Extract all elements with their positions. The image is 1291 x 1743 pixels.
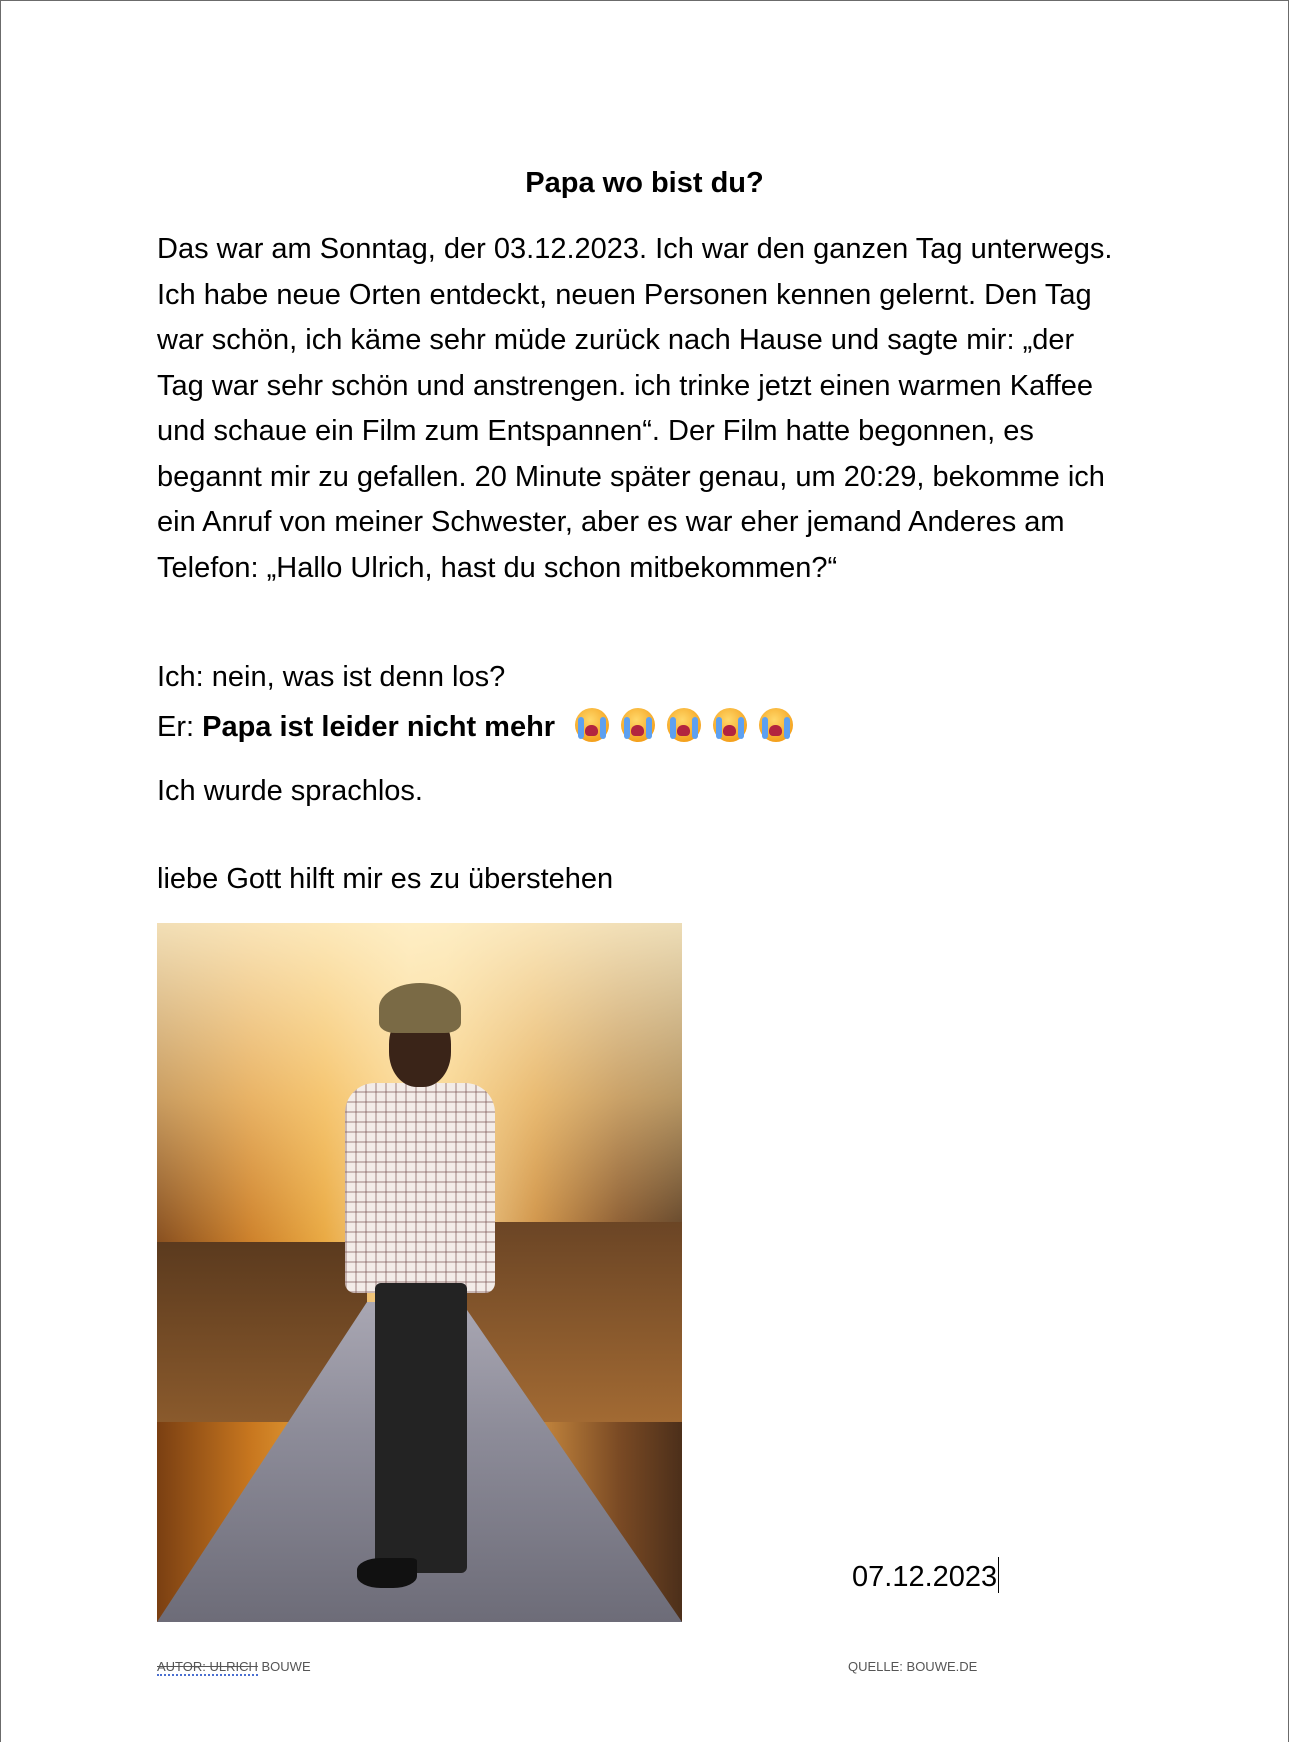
page-title: Papa wo bist du? <box>525 167 764 199</box>
footer-author-struck: AUTOR: ULRICH <box>157 1659 258 1674</box>
dialog-line-2 <box>157 705 1117 751</box>
dialog-bold-text: Papa ist leider nicht mehr <box>202 711 556 743</box>
dialog-speaker: Er: <box>157 711 203 743</box>
emoji-row <box>563 711 793 743</box>
story-paragraph: Das war am Sonntag, der 03.12.2023. Ich war den ganzen Tag unterwegs. Ich habe neue Orten entdeckt, neuen Personen kennen gelernt. Den Tag war schön, ich käme sehr müde zurück nach Hause und sagte mir: „der Tag war sehr schön und anstrengen. ich trinke jetzt einen warmen Kaffee und schaue ein Film zum Entspannen“. Der Film hatte begonnen, es begannt mir zu gefallen. 20 Minute später genau, um 20:29, bekomme ich ein Anruf von meiner Schwester, aber es war eher jemand Anderes am Telefon: „Hallo Ulrich, hast du schon mitbekommen?“ <box>157 233 1113 584</box>
prayer-line: liebe Gott hilft mir es zu überstehen <box>157 863 614 895</box>
hat <box>379 983 461 1033</box>
date-text[interactable] <box>852 1557 999 1594</box>
speechless-line: Ich wurde sprachlos. <box>157 775 423 807</box>
loudly-crying-face-icon <box>621 708 655 742</box>
date-value: 07.12.2023 <box>852 1561 998 1593</box>
loudly-crying-face-icon <box>575 708 609 742</box>
loudly-crying-face-icon <box>667 708 701 742</box>
footer-author <box>157 1659 311 1674</box>
dialog-line-1: Ich: nein, was ist denn los? <box>157 661 506 693</box>
footer-source: QUELLE: BOUWE.DE <box>848 1659 978 1674</box>
man-figure <box>327 983 517 1603</box>
shoe <box>357 1558 417 1588</box>
father-photo <box>157 923 682 1622</box>
loudly-crying-face-icon <box>713 708 747 742</box>
dark-trousers <box>375 1283 467 1573</box>
text-cursor <box>998 1557 999 1593</box>
checkered-shirt <box>345 1083 495 1293</box>
footer-author-name: BOUWE <box>257 1659 311 1674</box>
loudly-crying-face-icon <box>759 708 793 742</box>
